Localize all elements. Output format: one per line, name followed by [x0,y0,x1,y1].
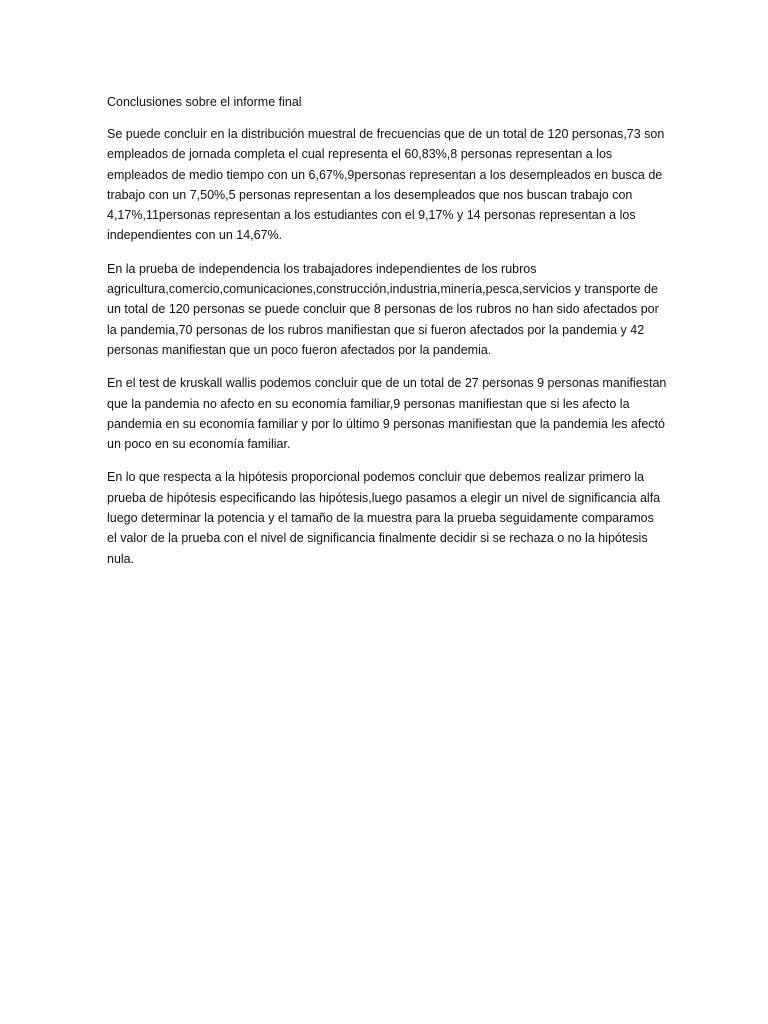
document-title: Conclusiones sobre el informe final [107,95,302,109]
paragraph-proportion-hypothesis: En lo que respecta a la hipótesis proporcional podemos concluir que debemos realizar primero la prueba de hipótesis especificando las hipótesis,luego pasamos a elegir un nivel de significancia alfa luego determinar la potencia y el tamaño de la muestra para la prueba seguidamente comparamos el valor de la prueba con el nivel de significancia finalmente decidir si se rechaza o no la hipótesis nula. [107,470,661,566]
paragraph-frequency-distribution: Se puede concluir en la distribución muestral de frecuencias que de un total de 120 personas,73 son empleados de jornada completa el cual representa el 60,83%,8 personas representan a los empleados de medio tiempo con un 6,67%,9personas representan a los desempleados en busca de trabajo con un 7,50%,5 personas representan a los desempleados que nos buscan trabajo con 4,17%,11personas representan a los estudiantes con el 9,17% y 14 personas representan a los independientes con un 14,67%. [107,127,665,243]
paragraph-independence-test: En la prueba de independencia los trabajadores independientes de los rubros agricultura,comercio,comunicaciones,construcción,industria,minería,pesca,servicios y transporte de un total de 120 personas se puede concluir que 8 personas de los rubros no han sido afectados por la pandemia,70 personas de los rubros manifiestan que si fueron afectados por la pandemia y 42 personas manifiestan que un poco fueron afectados por la pandemia. [107,261,659,357]
paragraph-kruskal-wallis: En el test de kruskall wallis podemos concluir que de un total de 27 personas 9 personas manifiestan que la pandemia no afecto en su economía familiar,9 personas manifiestan que si les afecto la pandemia en su economía familiar y por lo último 9 personas manifiestan que la pandemia les afectó un poco en su economía familiar. [107,376,667,452]
document-body [107,92,667,582]
